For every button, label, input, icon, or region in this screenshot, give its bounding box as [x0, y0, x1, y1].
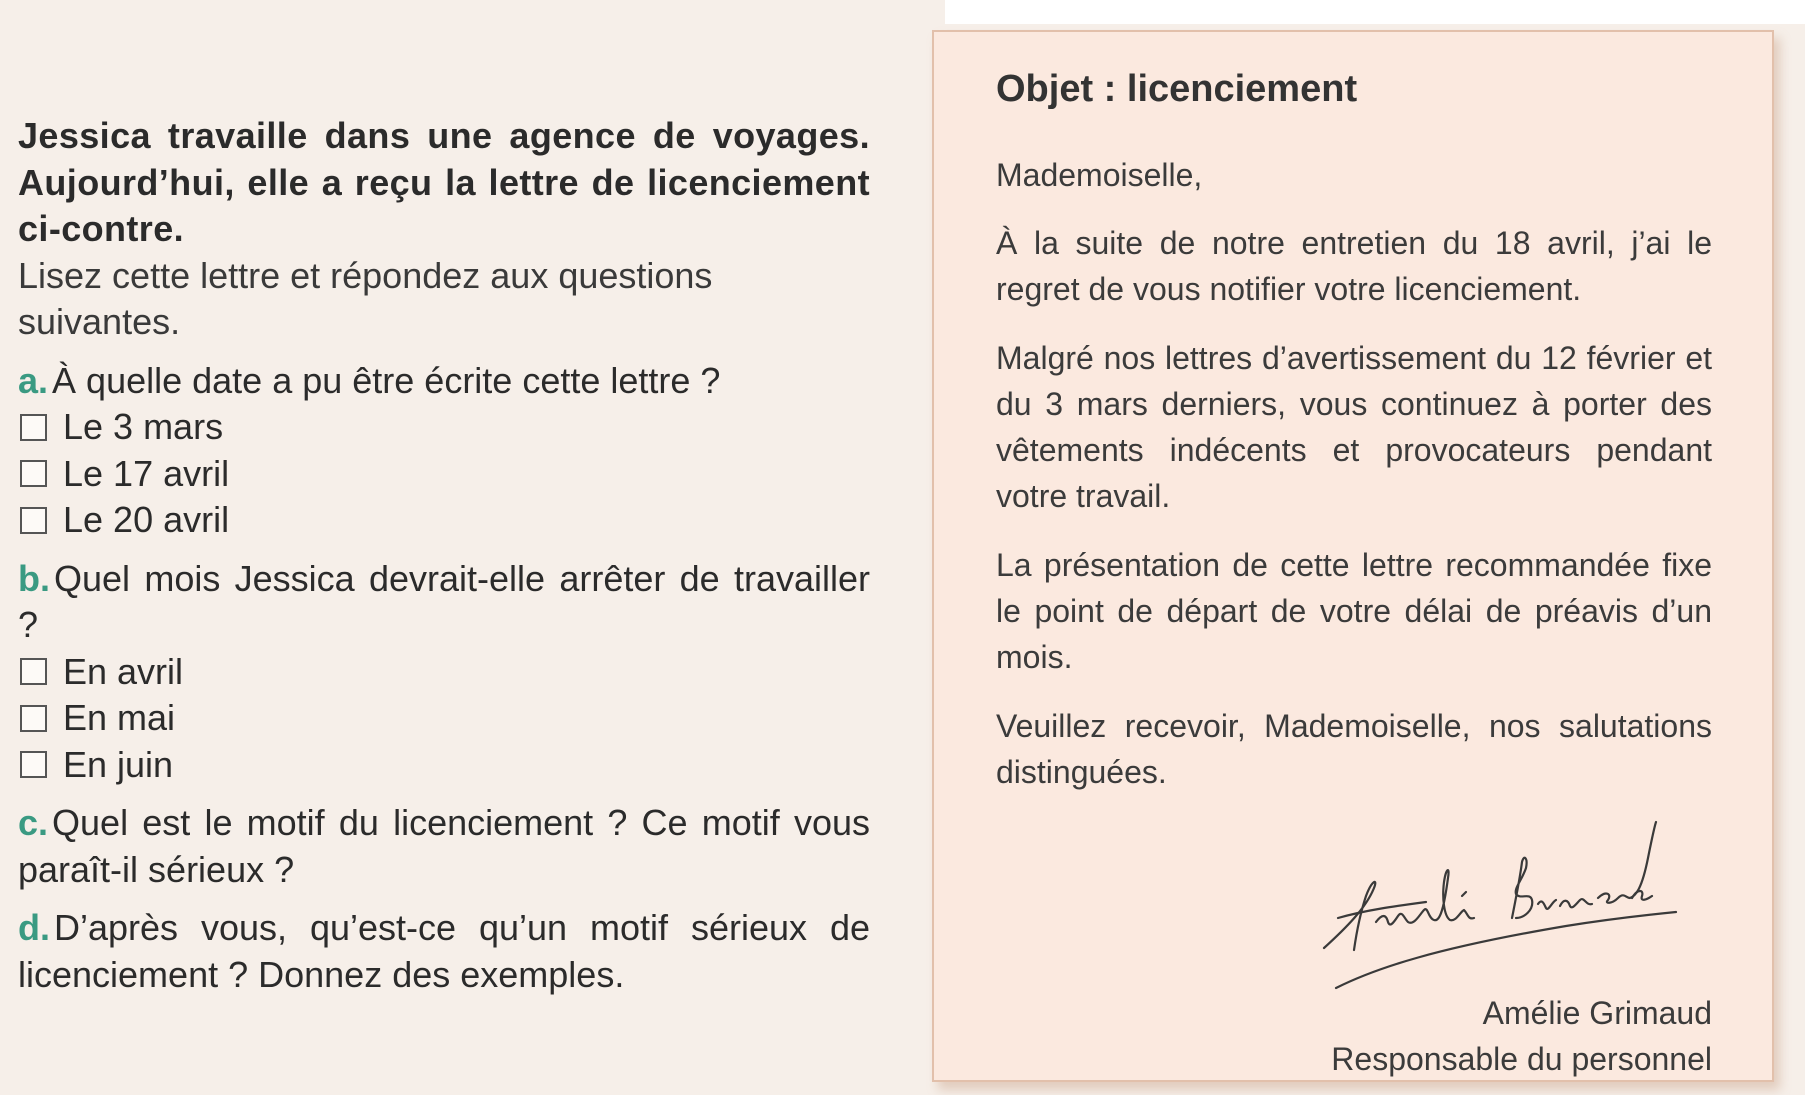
checkbox[interactable] [20, 414, 47, 441]
option-item[interactable] [18, 451, 870, 498]
option-label: En mai [63, 697, 176, 738]
letter-subject: Objet : licenciement [996, 68, 1358, 110]
question-label: c. [18, 802, 49, 843]
option-item[interactable] [18, 742, 870, 789]
signer-role: Responsable du personnel [1331, 1041, 1712, 1077]
checkbox[interactable] [20, 460, 47, 487]
question-a [18, 358, 870, 405]
checkbox[interactable] [20, 751, 47, 778]
letter-paragraph: La présentation de cette lettre recommandée fixe le point de départ de votre délai de préavis d’un mois. [996, 547, 1712, 675]
intro-text: Jessica travaille dans une agence de voyages. Aujourd’hui, elle a reçu la lettre de licenciement ci-contre. [18, 115, 870, 249]
question-c [18, 800, 870, 893]
exercise-column [18, 113, 870, 998]
option-item[interactable] [18, 404, 870, 451]
letter-paragraph: Veuillez recevoir, Mademoiselle, nos salutations distinguées. [996, 708, 1712, 790]
question-text: Quel est le motif du licenciement ? Ce motif vous paraît-il sérieux ? [18, 802, 870, 890]
letter-salutation: Mademoiselle, [996, 157, 1203, 193]
instruction-text: Lisez cette lettre et répondez aux questions suivantes. [18, 254, 713, 342]
question-label: a. [18, 359, 49, 401]
top-white-strip [945, 0, 1805, 24]
option-item[interactable] [18, 497, 870, 544]
option-item[interactable] [18, 649, 870, 696]
signer-name: Amélie Grimaud [1482, 995, 1712, 1031]
option-label: En avril [63, 650, 184, 692]
option-label: Le 17 avril [63, 452, 230, 494]
checkbox[interactable] [20, 658, 47, 685]
question-text: Quel mois Jessica devrait-elle arrêter de travailler ? [18, 557, 870, 645]
option-label: Le 3 mars [63, 406, 224, 447]
question-label: b. [18, 557, 50, 599]
question-label: d. [18, 907, 50, 948]
letter-body [996, 66, 1712, 1082]
dismissal-letter [932, 30, 1774, 1082]
checkbox[interactable] [20, 507, 47, 534]
checkbox[interactable] [20, 705, 47, 732]
question-d [18, 905, 870, 998]
handwritten-signature-icon [1316, 818, 1716, 990]
option-item[interactable] [18, 695, 870, 742]
question-text: À quelle date a pu être écrite cette lettre ? [52, 359, 721, 401]
question-text: D’après vous, qu’est-ce qu’un motif sérieux de licenciement ? Donnez des exemples. [18, 907, 870, 995]
letter-paragraph: À la suite de notre entretien du 18 avril, j’ai le regret de vous notifier votre licenciement. [996, 225, 1712, 307]
question-b [18, 556, 870, 649]
letter-paragraph: Malgré nos lettres d’avertissement du 12 février et du 3 mars derniers, vous continuez à porter des vêtements indécents et provocateurs pendant votre travail. [996, 340, 1712, 514]
signature-area [996, 818, 1712, 990]
option-label: Le 20 avril [63, 499, 230, 540]
option-label: En juin [63, 743, 174, 785]
